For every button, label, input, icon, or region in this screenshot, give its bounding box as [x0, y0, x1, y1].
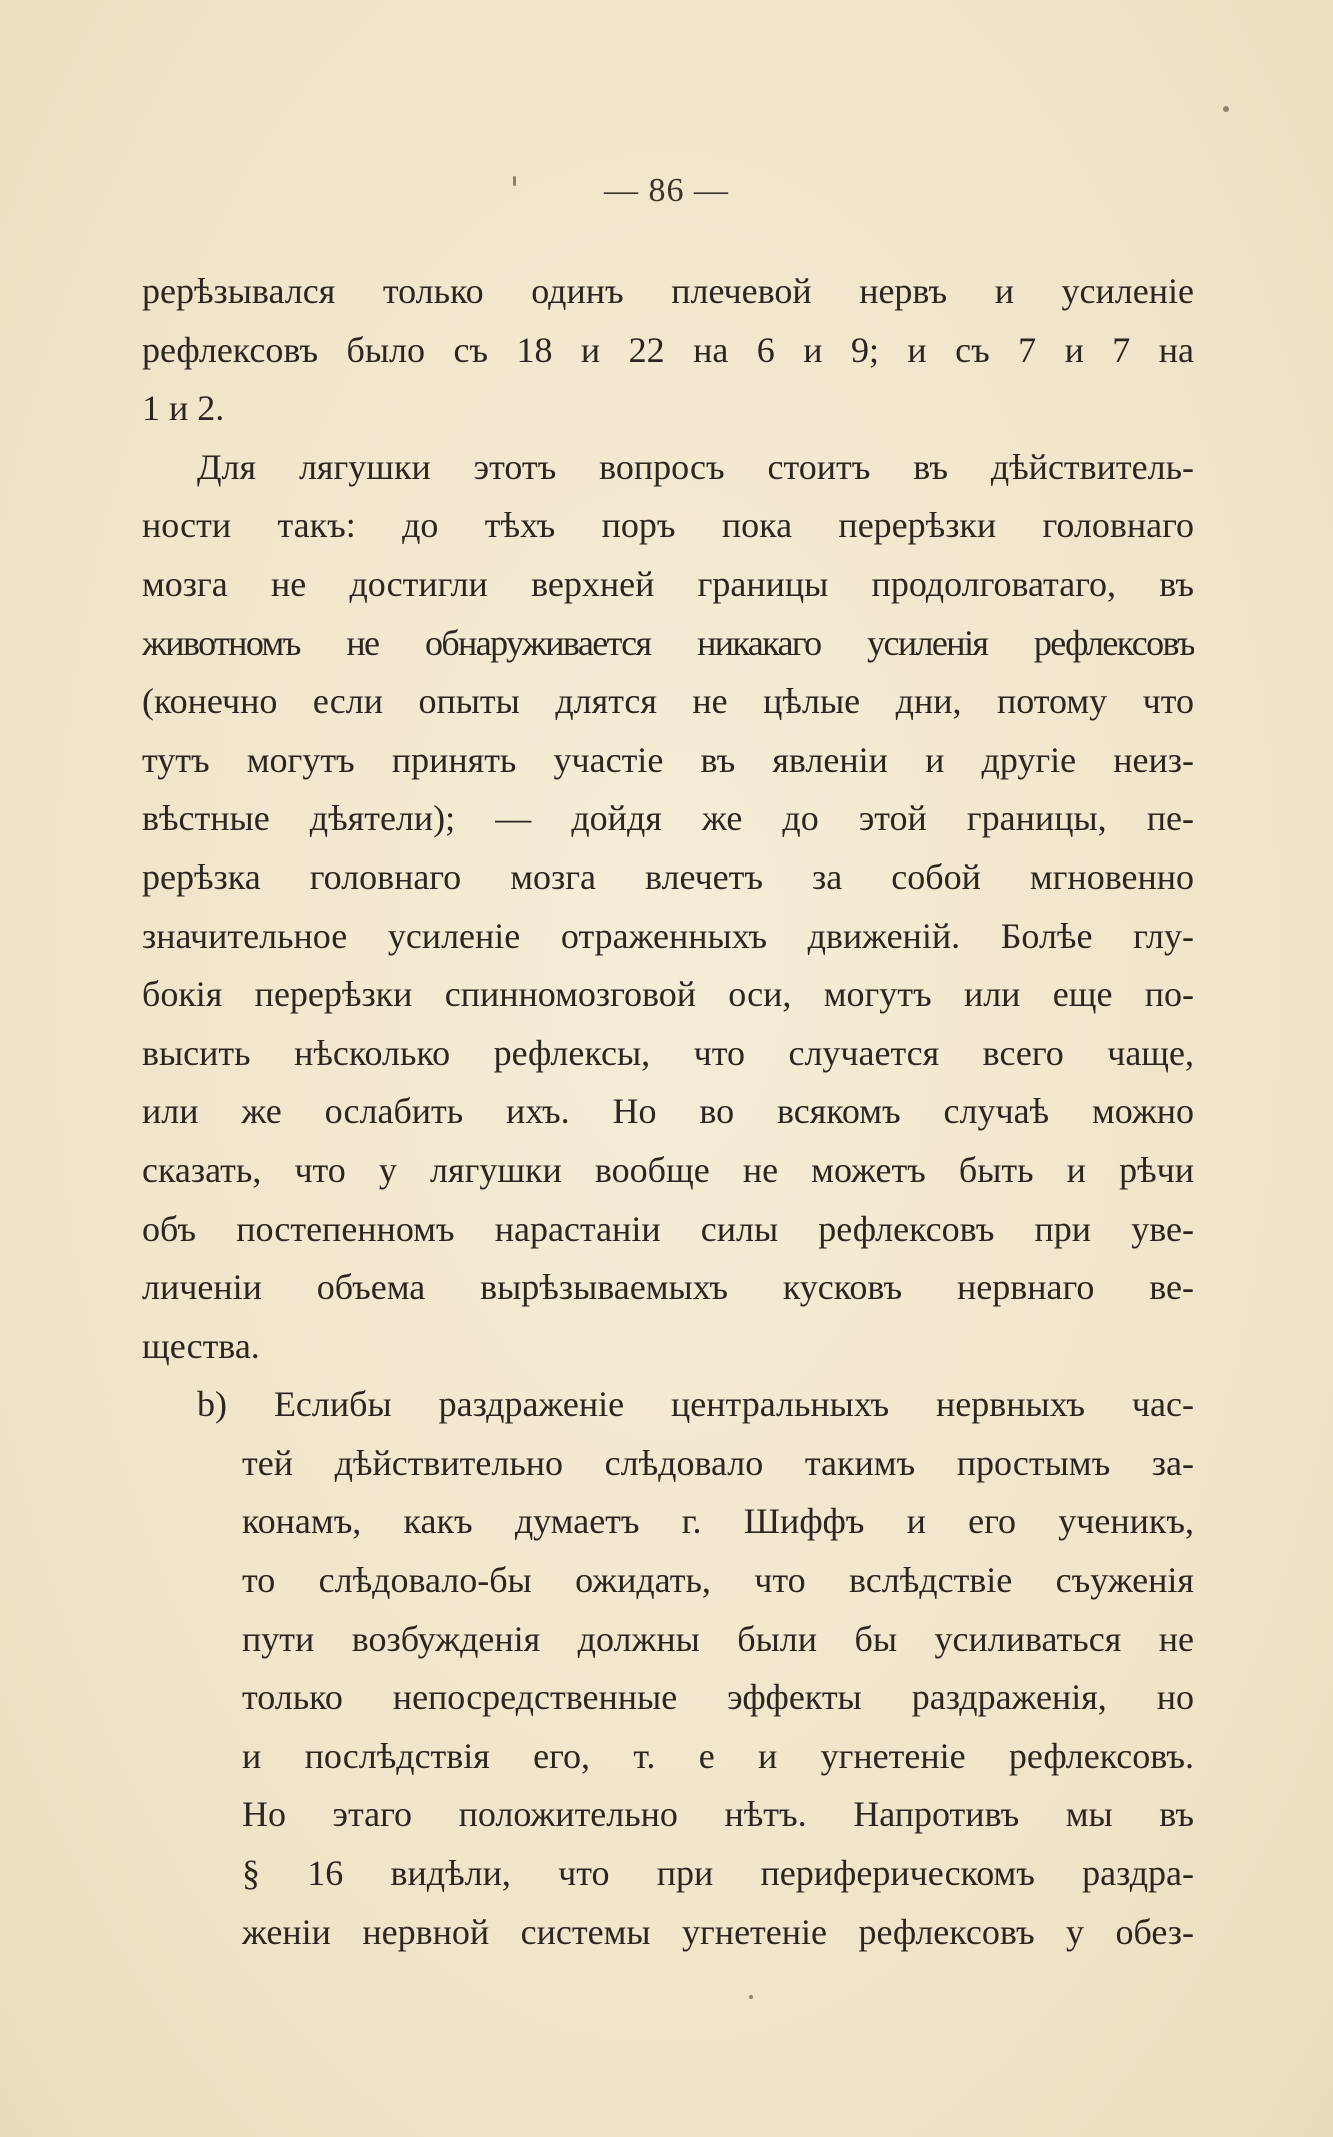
scan-speck [749, 1995, 753, 1999]
text-line: только непосредственные эффекты раздраженія, но [242, 1677, 1194, 1718]
text-line: животномъ не обнаруживается никакаго усиленія рефлексовъ [142, 622, 1194, 663]
text-line: § 16 видѣли, что при периферическомъ раздра- [242, 1853, 1194, 1894]
text-line: высить нѣсколько рефлексы, что случается всего чаще, [142, 1032, 1194, 1073]
text-line: рерѣзка головнаго мозга влечетъ за собой мгновенно [142, 856, 1194, 897]
text-line: рерѣзывался только одинъ плечевой нервъ и усиленіе [142, 271, 1194, 311]
text-line: объ постепенномъ нарастаніи силы рефлексовъ при уве- [142, 1208, 1194, 1249]
text-line: и послѣдствія его, т. е и угнетеніе рефлексовъ. [242, 1735, 1194, 1776]
scan-speck [513, 176, 516, 186]
page-number: — 86 — [604, 172, 729, 209]
scan-speck [1223, 106, 1229, 112]
body-text [142, 262, 1194, 1961]
text-line: мозга не достигли верхней границы продолговатаго, въ [142, 563, 1194, 604]
text-line: тей дѣйствительно слѣдовало такимъ простымъ за- [242, 1442, 1194, 1483]
text-line: пути возбужденія должны были бы усиливаться не [242, 1618, 1194, 1659]
text-line: личеніи объема вырѣзываемыхъ кусковъ нервнаго ве- [142, 1267, 1194, 1308]
text-line: ности такъ: до тѣхъ поръ пока перерѣзки головнаго [142, 505, 1194, 546]
list-item-b-first-line: b) Еслибы раздраженіе центральныхъ нервныхъ час- [197, 1384, 1194, 1425]
text-line: значительное усиленіе отраженныхъ движеній. Болѣе глу- [142, 915, 1194, 956]
text-line: женіи нервной системы угнетеніе рефлексовъ у обез- [242, 1911, 1194, 1952]
text-line: тутъ могутъ принять участіе въ явленіи и другіе неиз- [142, 739, 1194, 780]
text-line: щества. [142, 1325, 260, 1366]
text-line: бокія перерѣзки спинномозговой оси, могутъ или еще по- [142, 974, 1194, 1015]
text-line: сказать, что у лягушки вообще не можетъ быть и рѣчи [142, 1149, 1194, 1190]
text-line: 1 и 2. [142, 388, 225, 429]
text-line: конамъ, какъ думаетъ г. Шиффъ и его ученикъ, [242, 1501, 1194, 1542]
text-line: то слѣдовало-бы ожидать, что вслѣдствіе съуженія [242, 1560, 1194, 1601]
text-line: Но этаго положительно нѣтъ. Напротивъ мы въ [242, 1794, 1194, 1835]
paragraph-first-line: Для лягушки этотъ вопросъ стоитъ въ дѣйствитель- [197, 446, 1194, 487]
text-line: или же ослабить ихъ. Но во всякомъ случаѣ можно [142, 1091, 1194, 1132]
text-line: рефлексовъ было съ 18 и 22 на 6 и 9; и съ 7 и 7 на [142, 329, 1194, 370]
text-line: вѣстные дѣятели); — дойдя же до этой границы, пе- [142, 798, 1194, 839]
text-line: (конечно если опыты длятся не цѣлые дни, потому что [142, 681, 1194, 722]
